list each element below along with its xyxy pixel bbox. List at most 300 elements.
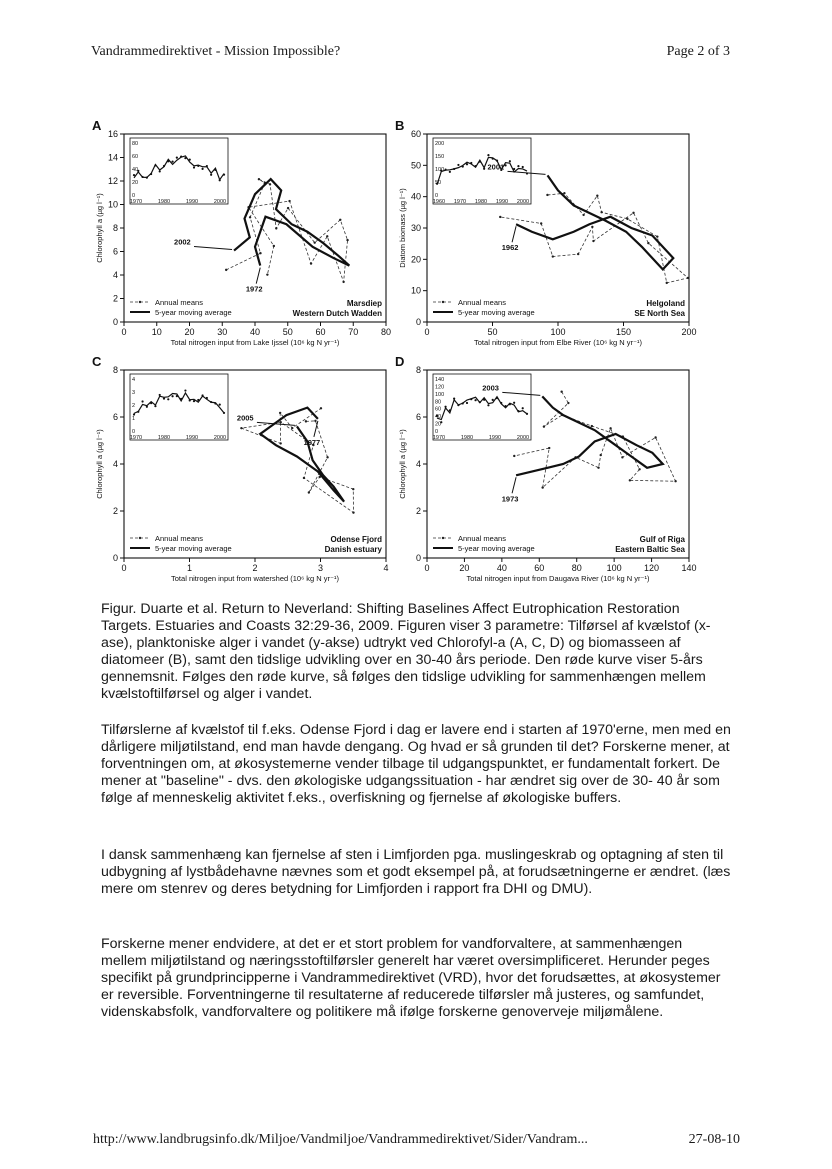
page-header-title: Vandrammedirektivet - Mission Impossible?: [91, 44, 341, 59]
location-sublabel: SE North Sea: [634, 309, 685, 318]
inset-point: [201, 168, 203, 170]
inset-point: [193, 166, 195, 168]
inset-point: [193, 400, 195, 402]
inset-point: [517, 410, 519, 412]
legend-annual-label: Annual means: [458, 534, 506, 543]
annual-means-point: [592, 240, 594, 242]
y-tick-label: 2: [112, 506, 118, 516]
annotation-end-year: 2001: [487, 162, 505, 172]
chart-c: [92, 354, 422, 594]
annual-means-point: [647, 242, 649, 244]
inset-x-tick-label: 1990: [488, 435, 502, 441]
inset-y-tick-label: 140: [435, 377, 445, 383]
annual-means-point: [280, 421, 282, 423]
x-tick-label: 1: [186, 563, 193, 573]
moving-average-line: [516, 175, 673, 269]
x-tick-label: 20: [184, 327, 195, 337]
inset-x-tick-label: 1980: [460, 435, 474, 441]
inset-point: [176, 395, 178, 397]
inset-point: [513, 402, 515, 404]
legend-moving-label: 5-year moving average: [155, 308, 232, 317]
annual-means-point: [591, 425, 593, 427]
annual-means-point: [303, 477, 305, 479]
inset-y-tick-label: 60: [132, 154, 139, 160]
body-paragraph: I dansk sammenhæng kan fjernelse af sten i Limfjorden pga. muslingeskrab og optagning af sten til udbygning af lystbådehavne nævnes som et godt eksempel på, at forudsætningerne er ændret. (læs mere om stenrev og deres betydning for Limfjorden i rapport fra DHI og DMU).: [101, 847, 731, 897]
annotation-start-year: 1977: [303, 437, 321, 447]
inset-point: [522, 166, 524, 168]
location-sublabel: Western Dutch Wadden: [292, 309, 382, 318]
inset-y-tick-label: 20: [132, 180, 139, 186]
x-axis-label: Total nitrogen input from Daugava River (10⁶ kg N yr⁻¹): [466, 574, 650, 583]
inset-y-tick-label: 100: [435, 391, 445, 398]
inset-point: [457, 164, 459, 166]
annual-means-point: [621, 456, 623, 458]
annual-means-point: [541, 486, 543, 488]
annual-means-point: [600, 454, 602, 456]
y-axis-label: Chlorophyll a (µg l⁻¹): [398, 429, 407, 499]
figure-panel-b: [395, 118, 725, 358]
inset-point: [466, 163, 468, 165]
annual-means-point: [288, 200, 290, 202]
inset-point: [487, 154, 489, 156]
x-tick-label: 0: [424, 563, 430, 573]
inset-x-tick-label: 1990: [185, 435, 199, 441]
inset-point: [466, 402, 468, 404]
y-tick-label: 10: [410, 285, 421, 296]
annual-means-point: [259, 252, 261, 254]
page-number: Page 2 of 3: [666, 44, 730, 59]
annual-means-point: [513, 455, 515, 457]
paragraph-odense: [101, 722, 731, 807]
inset-x-tick-label: 2000: [516, 435, 530, 441]
x-tick-label: 150: [615, 327, 632, 337]
annual-means-point: [273, 245, 275, 247]
footer-date: 27-08-10: [688, 1132, 740, 1147]
inset-point: [184, 389, 186, 391]
inset-y-tick-label: 40: [435, 414, 442, 421]
y-tick-label: 6: [112, 412, 118, 422]
inset-point: [154, 164, 156, 166]
annual-means-point: [352, 511, 354, 513]
paragraph-limfjorden: [101, 847, 731, 898]
annual-means-point: [626, 218, 628, 220]
y-tick-label: 4: [112, 270, 118, 280]
annual-means-point: [249, 216, 251, 218]
inset-y-tick-label: 80: [435, 399, 442, 406]
location-label: Helgoland: [646, 299, 685, 308]
inset-x-tick-label: 1960: [432, 199, 446, 205]
inset-y-tick-label: 4: [132, 377, 136, 383]
annual-means-point: [687, 277, 689, 279]
y-tick-label: 8: [112, 365, 118, 375]
inset-y-tick-label: 40: [132, 167, 139, 173]
annual-means-point: [314, 241, 316, 243]
x-axis-label: Total nitrogen input from Elbe River (10⁶ kg N yr⁻¹): [474, 338, 642, 347]
inset-point: [444, 406, 446, 408]
inset-point: [171, 395, 173, 397]
inset-point: [214, 402, 216, 404]
inset-y-tick-label: 80: [132, 141, 139, 147]
legend-annual-marker: [139, 301, 141, 303]
annual-means-point: [540, 222, 542, 224]
legend-annual-marker: [139, 537, 141, 539]
annual-means-point: [543, 425, 545, 427]
inset-point: [496, 159, 498, 161]
panel-letter: A: [92, 118, 102, 133]
y-tick-label: 8: [415, 365, 421, 375]
y-tick-label: 0: [112, 317, 118, 327]
x-tick-label: 0: [121, 327, 127, 337]
y-axis-label: Diatom biomass (µg l⁻¹): [398, 188, 407, 268]
legend-moving-label: 5-year moving average: [458, 308, 535, 317]
inset-point: [159, 170, 161, 172]
inset-point: [492, 158, 494, 160]
inset-point: [496, 397, 498, 399]
inset-point: [479, 161, 481, 163]
x-tick-label: 200: [681, 327, 697, 337]
panel-letter: C: [92, 354, 102, 369]
annual-means-point: [326, 235, 328, 237]
panel-letter: D: [395, 354, 405, 369]
x-tick-label: 140: [681, 563, 697, 573]
inset-point: [517, 165, 519, 167]
annual-means-point: [596, 195, 598, 197]
annual-means-point: [346, 239, 348, 241]
inset-point: [201, 394, 203, 396]
moving-average-line: [260, 408, 344, 502]
inset-point: [189, 399, 191, 401]
inset-point: [197, 399, 199, 401]
annotation-arrow: [512, 226, 516, 242]
inset-x-tick-label: 1970: [432, 435, 446, 441]
y-tick-label: 60: [410, 129, 421, 139]
inset-point: [176, 157, 178, 159]
inset-frame: [130, 374, 228, 440]
annotation-arrow: [194, 247, 232, 250]
inset-point: [150, 402, 152, 404]
x-tick-label: 0: [424, 327, 430, 337]
inset-y-tick-label: 200: [435, 141, 445, 147]
inset-point: [483, 168, 485, 170]
inset-y-tick-label: 0: [435, 193, 439, 199]
inset-y-tick-label: 0: [132, 429, 136, 435]
inset-point: [509, 160, 511, 162]
annual-means-point: [342, 281, 344, 283]
annual-means-point: [258, 178, 260, 180]
annual-means-point: [674, 480, 676, 482]
annual-means-point: [240, 427, 242, 429]
legend-moving-label: 5-year moving average: [155, 544, 232, 553]
inset-point: [492, 399, 494, 401]
annual-means-point: [320, 407, 322, 409]
inset-y-tick-label: 0: [132, 193, 136, 199]
chart-d: [395, 354, 725, 594]
inset-point: [180, 398, 182, 400]
inset-x-tick-label: 1970: [453, 199, 467, 205]
annual-means-point: [563, 192, 565, 194]
inset-point: [210, 401, 212, 403]
annual-means-point: [225, 269, 227, 271]
x-tick-label: 60: [534, 563, 545, 573]
panel-letter: B: [395, 118, 405, 133]
x-tick-label: 4: [383, 563, 389, 573]
inset-point: [133, 174, 135, 176]
inset-point: [141, 176, 143, 178]
annual-means-point: [600, 211, 602, 213]
x-tick-label: 30: [217, 327, 228, 337]
y-tick-label: 20: [410, 254, 421, 265]
annual-means-point: [548, 447, 550, 449]
inset-y-tick-label: 20: [435, 421, 442, 428]
inset-y-tick-label: 2: [132, 403, 136, 409]
annual-means-point: [310, 262, 312, 264]
body-paragraph: Forskerne mener endvidere, at det er et stort problem for vandforvaltere, at sammenhængen mellem miljøtilstand og næringsstoftilførsler generelt har været oversimplificeret. Herunder peges specifikt på grundprincipperne i Vandrammedirektivet (VRD), hvor det forudsættes, at økosystemer er reversible. Forventningerne til resultaterne af reducerede tilførsler må justeres, og samfundet, videnskabsfolk, vandforvaltere og politikere må ifølge forskerne genoverveje miljømålene.: [101, 936, 721, 1020]
annual-means-point: [656, 235, 658, 237]
inset-point: [184, 157, 186, 159]
inset-x-tick-label: 1980: [474, 199, 488, 205]
x-tick-label: 120: [644, 563, 660, 573]
y-tick-label: 4: [112, 459, 118, 469]
inset-point: [206, 397, 208, 399]
annual-means-point: [632, 212, 634, 214]
annual-means-point: [546, 194, 548, 196]
inset-x-tick-label: 1980: [157, 199, 171, 205]
paragraph-vrd: [101, 936, 731, 1021]
inset-x-tick-label: 2000: [516, 199, 530, 205]
x-tick-label: 3: [317, 563, 324, 573]
annotation-start-year: 1972: [245, 284, 263, 294]
inset-point: [462, 165, 464, 167]
inset-point: [483, 399, 485, 401]
inset-y-tick-label: 3: [132, 390, 136, 396]
inset-point: [223, 174, 225, 176]
annual-means-point: [269, 183, 271, 185]
inset-point: [453, 398, 455, 400]
inset-point: [137, 411, 139, 413]
x-tick-label: 70: [348, 327, 359, 337]
inset-point: [500, 402, 502, 404]
annual-means-point: [638, 468, 640, 470]
footer-url[interactable]: http://www.landbrugsinfo.dk/Miljoe/Vandmiljoe/Vandrammedirektivet/Sider/Vandram...: [93, 1132, 588, 1147]
annual-means-point: [499, 216, 501, 218]
annual-means-line: [241, 408, 353, 512]
annotation-end-year: 2005: [236, 413, 254, 423]
inset-y-tick-label: 1: [132, 416, 136, 422]
y-tick-label: 0: [415, 317, 421, 327]
x-tick-label: 40: [249, 327, 261, 337]
annual-means-point: [654, 436, 656, 438]
inset-point: [509, 403, 511, 405]
annual-means-line: [500, 193, 688, 283]
y-axis-label: Chlorophyll a (µg l⁻¹): [95, 193, 104, 263]
annual-means-point: [577, 253, 579, 255]
chart-a: [92, 118, 422, 358]
moving-average-line: [516, 396, 663, 475]
annual-means-point: [279, 412, 281, 414]
inset-point: [223, 412, 225, 414]
inset-point: [146, 177, 148, 179]
inset-y-tick-label: 60: [435, 406, 442, 413]
figure-panel-c: [92, 354, 422, 594]
annual-means-point: [308, 491, 310, 493]
annual-means-point: [339, 219, 341, 221]
inset-point: [206, 165, 208, 167]
y-tick-label: 2: [112, 293, 118, 304]
inset-y-tick-label: 50: [435, 180, 442, 186]
inset-point: [150, 173, 152, 175]
legend-annual-marker: [442, 537, 444, 539]
annual-means-point: [597, 467, 599, 469]
inset-point: [146, 406, 148, 408]
inset-point: [444, 169, 446, 171]
body-paragraph: Tilførslerne af kvælstof til f.eks. Odense Fjord i dag er lavere end i starten af 1970'erne, men med en dårligere miljøtilstand, end man havde dengang. Og hvad er så grunden til det? Forskerne mener, at forventningen om, at økosystemerne vender tilbage til udgangspunktet, er fundamentalt forkert. De mener at "baseline" - dvs. den økologiske udgangssituation - har ændret sig over de 30- 40 år som følge af menneskelig aktivitet f.eks., overfiskning og fjernelse af økologiske buffers.: [101, 722, 731, 806]
y-tick-label: 14: [107, 152, 118, 163]
inset-point: [214, 169, 216, 171]
chart-b: [395, 118, 725, 358]
y-tick-label: 4: [415, 459, 421, 469]
inset-point: [167, 160, 169, 162]
inset-point: [210, 174, 212, 176]
y-tick-label: 10: [107, 199, 118, 210]
legend-annual-marker: [442, 301, 444, 303]
inset-point: [167, 398, 169, 400]
y-axis-label: Chlorophyll a (µg l⁻¹): [95, 429, 104, 499]
inset-y-tick-label: 100: [435, 167, 445, 173]
x-tick-label: 60: [315, 327, 326, 337]
inset-y-tick-label: 120: [435, 384, 445, 391]
annual-means-point: [275, 227, 277, 229]
inset-point: [474, 165, 476, 167]
inset-y-tick-label: 0: [435, 429, 439, 435]
inset-point: [526, 413, 528, 415]
inset-x-tick-label: 1970: [129, 435, 143, 441]
inset-point: [163, 397, 165, 399]
x-axis-label: Total nitrogen input from Lake Ijssel (10⁶ kg N yr⁻¹): [170, 338, 340, 347]
annual-means-point: [591, 226, 593, 228]
inset-x-tick-label: 1980: [157, 435, 171, 441]
inset-point: [453, 168, 455, 170]
inset-point: [457, 404, 459, 406]
annual-means-point: [609, 427, 611, 429]
inset-point: [474, 399, 476, 401]
x-axis-label: Total nitrogen input from watershed (10⁶ kg N yr⁻¹): [171, 574, 339, 583]
annual-means-point: [552, 255, 554, 257]
x-tick-label: 20: [459, 563, 470, 573]
inset-point: [504, 164, 506, 166]
annual-means-point: [352, 488, 354, 490]
annual-means-point: [314, 420, 316, 422]
inset-point: [163, 165, 165, 167]
inset-point: [487, 404, 489, 406]
y-tick-label: 0: [112, 553, 118, 563]
inset-point: [449, 409, 451, 411]
y-tick-label: 8: [112, 223, 118, 233]
inset-point: [219, 179, 221, 181]
x-tick-label: 50: [282, 327, 293, 337]
x-tick-label: 80: [380, 327, 392, 337]
annual-means-point: [560, 391, 562, 393]
location-label: Marsdiep: [346, 299, 382, 308]
location-sublabel: Danish estuary: [324, 545, 382, 554]
inset-x-tick-label: 2000: [213, 199, 227, 205]
annotation-end-year: 2003: [482, 383, 499, 393]
figure-panel-a: [92, 118, 422, 358]
legend-moving-label: 5-year moving average: [458, 544, 535, 553]
inset-point: [159, 394, 161, 396]
inset-point: [449, 171, 451, 173]
y-tick-label: 0: [415, 553, 421, 563]
y-tick-label: 30: [410, 223, 421, 233]
y-tick-label: 6: [415, 412, 421, 422]
inset-point: [513, 168, 515, 170]
x-tick-label: 50: [487, 327, 498, 337]
x-tick-label: 2: [252, 563, 258, 573]
inset-x-tick-label: 1970: [129, 199, 143, 205]
inset-x-tick-label: 1990: [185, 199, 199, 205]
x-tick-label: 100: [550, 327, 566, 337]
annual-means-point: [279, 442, 281, 444]
y-tick-label: 12: [107, 176, 118, 186]
inset-point: [522, 407, 524, 409]
x-tick-label: 0: [121, 563, 127, 573]
caption-paragraph: Figur. Duarte et al. Return to Neverland: Shifting Baselines Affect Eutrophication Restoration Targets. Estuaries and Coasts 32:29-36, 2009. Figuren viser 3 parametre: Tilførsel af kvælstof (x-ase), planktoniske alger i vandet (y-akse) udtrykt ved Chlorofyl-a (A, C, D) og biomasseen af diatomeer (B), samt den tidslige udvikling over en 30-40 års periode. Den røde kurve viser 5-års gennemsnit. Følges den røde kurve, så følges den tidslige udvikling for sammenhængen mellem kvælstoftilførsel og alger i vandet.: [101, 601, 711, 702]
annual-means-point: [287, 207, 289, 209]
inset-y-tick-label: 150: [435, 154, 445, 160]
legend-annual-label: Annual means: [155, 298, 203, 307]
x-tick-label: 100: [606, 563, 622, 573]
inset-point: [504, 405, 506, 407]
inset-point: [470, 162, 472, 164]
annual-means-point: [567, 402, 569, 404]
annotation-start-year: 1973: [501, 494, 519, 504]
annual-means-point: [582, 214, 584, 216]
inset-point: [462, 402, 464, 404]
annual-means-point: [666, 282, 668, 284]
annual-means-point: [629, 479, 631, 481]
inset-point: [171, 161, 173, 163]
x-tick-label: 10: [151, 327, 162, 337]
annual-means-point: [305, 420, 307, 422]
annual-means-point: [326, 456, 328, 458]
location-label: Gulf of Riga: [639, 535, 685, 544]
annual-means-line: [226, 179, 347, 282]
figure-caption: [101, 601, 731, 703]
inset-x-tick-label: 2000: [213, 435, 227, 441]
figure-panel-d: [395, 354, 725, 594]
inset-point: [180, 155, 182, 157]
location-label: Odense Fjord: [330, 535, 382, 544]
annual-means-point: [291, 427, 293, 429]
inset-point: [197, 165, 199, 167]
annotation-arrow: [256, 268, 260, 284]
inset-point: [141, 400, 143, 402]
inset-x-tick-label: 1990: [495, 199, 509, 205]
annotation-start-year: 1962: [501, 243, 519, 253]
y-tick-label: 40: [410, 191, 421, 202]
location-sublabel: Eastern Baltic Sea: [615, 545, 685, 554]
inset-point: [479, 401, 481, 403]
annual-means-point: [266, 273, 268, 275]
y-tick-label: 6: [112, 246, 118, 257]
legend-annual-label: Annual means: [458, 298, 506, 307]
legend-annual-label: Annual means: [155, 534, 203, 543]
annual-means-line: [514, 392, 675, 488]
annotation-arrow: [512, 477, 516, 493]
inset-point: [189, 159, 191, 161]
x-tick-label: 40: [496, 563, 507, 573]
inset-point: [154, 405, 156, 407]
y-tick-label: 2: [415, 506, 421, 516]
